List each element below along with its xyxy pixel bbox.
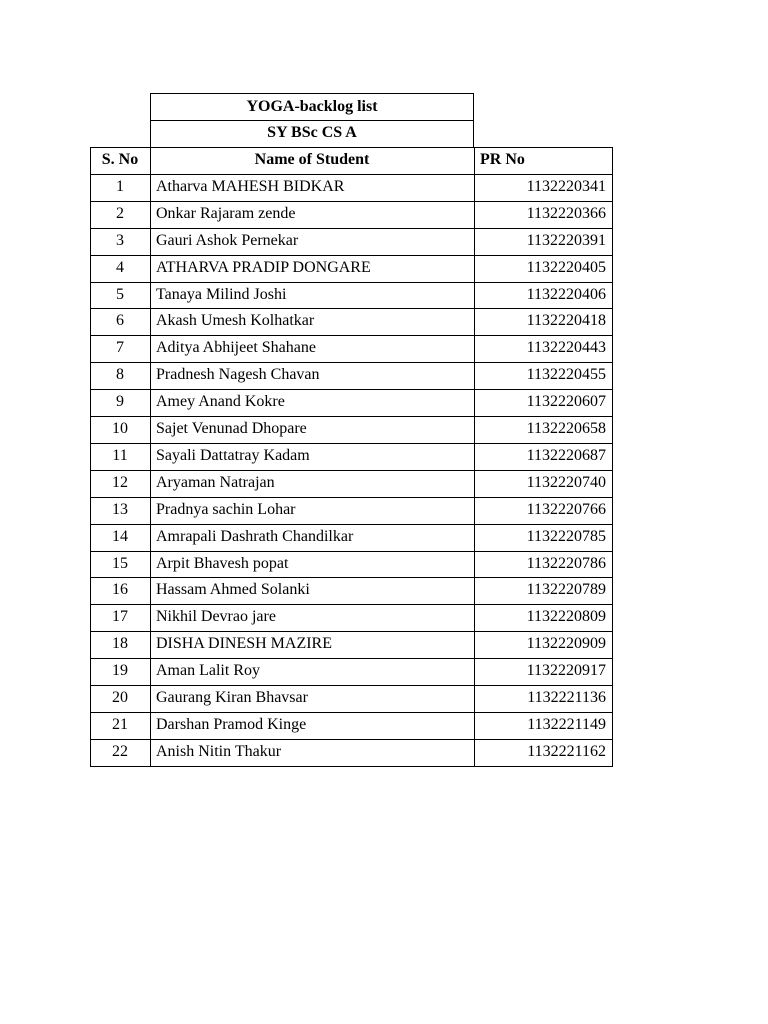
row-divider xyxy=(90,308,613,309)
row-divider xyxy=(90,577,613,578)
row-name: Aryaman Natrajan xyxy=(156,473,275,491)
column-divider xyxy=(90,147,91,767)
row-name: Hassam Ahmed Solanki xyxy=(156,581,310,599)
row-prno: 1132220418 xyxy=(526,312,606,330)
header-prno: PR No xyxy=(480,151,525,168)
row-sno: 14 xyxy=(112,527,128,545)
row-name: Amey Anand Kokre xyxy=(156,393,285,411)
row-prno: 1132220917 xyxy=(526,662,606,680)
row-divider xyxy=(90,335,613,336)
row-name: Aman Lalit Roy xyxy=(156,662,260,680)
row-divider xyxy=(90,524,613,525)
row-sno: 20 xyxy=(112,689,128,706)
row-divider xyxy=(90,470,613,471)
row-divider xyxy=(90,551,613,552)
row-sno: 16 xyxy=(112,581,128,599)
row-sno: 3 xyxy=(116,231,124,249)
row-prno: 1132220909 xyxy=(526,635,606,653)
row-sno: 5 xyxy=(116,285,124,303)
row-sno: 15 xyxy=(112,554,128,572)
row-name: Sajet Venunad Dhopare xyxy=(156,420,307,437)
class-subtitle: SY BSc CS A xyxy=(150,120,474,148)
row-prno: 1132221149 xyxy=(527,715,606,733)
row-name: Sayali Dattatray Kadam xyxy=(156,446,310,464)
header-name: Name of Student xyxy=(254,151,370,168)
row-prno: 1132220455 xyxy=(526,366,606,384)
row-name: Darshan Pramod Kinge xyxy=(156,715,307,733)
row-sno: 2 xyxy=(116,204,124,222)
row-divider xyxy=(90,658,613,659)
row-divider xyxy=(90,497,613,498)
row-sno: 6 xyxy=(116,312,124,330)
row-name: Aditya Abhijeet Shahane xyxy=(156,339,316,357)
row-name: Akash Umesh Kolhatkar xyxy=(156,312,315,330)
row-sno: 10 xyxy=(112,420,128,437)
row-divider xyxy=(90,282,613,283)
row-sno: 7 xyxy=(116,339,124,357)
row-name: Nikhil Devrao jare xyxy=(156,608,276,626)
row-divider xyxy=(90,255,613,256)
row-prno: 1132220366 xyxy=(526,204,606,222)
row-sno: 11 xyxy=(112,446,128,464)
row-name: Tanaya Milind Joshi xyxy=(156,285,287,303)
row-name: DISHA DINESH MAZIRE xyxy=(156,635,332,653)
row-sno: 12 xyxy=(112,473,128,491)
row-divider xyxy=(90,228,613,229)
row-divider xyxy=(90,389,613,390)
row-divider xyxy=(90,147,613,148)
row-prno: 1132220391 xyxy=(526,231,606,249)
row-prno: 1132220740 xyxy=(526,473,606,491)
row-name: Gaurang Kiran Bhavsar xyxy=(156,689,308,706)
row-divider xyxy=(90,201,613,202)
row-prno: 1132220785 xyxy=(526,527,606,545)
row-name: Amrapali Dashrath Chandilkar xyxy=(156,527,354,545)
row-name: Pradnesh Nagesh Chavan xyxy=(156,366,320,384)
row-prno: 1132221162 xyxy=(527,742,606,760)
row-name: Arpit Bhavesh popat xyxy=(156,554,289,572)
row-divider xyxy=(90,766,613,767)
row-prno: 1132220766 xyxy=(526,500,606,518)
row-sno: 9 xyxy=(116,393,124,411)
row-prno: 1132220341 xyxy=(526,177,606,195)
row-sno: 4 xyxy=(116,258,124,276)
column-divider xyxy=(150,147,151,767)
row-sno: 1 xyxy=(116,177,124,195)
row-sno: 8 xyxy=(116,366,124,384)
row-prno: 1132220786 xyxy=(526,554,606,572)
row-name: Pradnya sachin Lohar xyxy=(156,500,296,518)
row-prno: 1132220687 xyxy=(526,446,606,464)
row-prno: 1132220809 xyxy=(526,608,606,626)
row-sno: 13 xyxy=(112,500,128,518)
row-divider xyxy=(90,712,613,713)
row-name: Atharva MAHESH BIDKAR xyxy=(156,177,345,195)
row-prno: 1132220405 xyxy=(526,258,606,276)
row-prno: 1132220406 xyxy=(526,285,606,303)
row-name: ATHARVA PRADIP DONGARE xyxy=(156,258,371,276)
row-name: Anish Nitin Thakur xyxy=(156,742,282,760)
row-name: Gauri Ashok Pernekar xyxy=(156,231,299,249)
row-divider xyxy=(90,362,613,363)
header-sno: S. No xyxy=(101,151,139,168)
column-divider xyxy=(612,147,613,767)
row-sno: 18 xyxy=(112,635,128,653)
row-divider xyxy=(90,604,613,605)
row-prno: 1132220607 xyxy=(526,393,606,411)
row-sno: 17 xyxy=(112,608,128,626)
row-divider xyxy=(90,416,613,417)
row-prno: 1132220443 xyxy=(526,339,606,357)
column-divider xyxy=(474,147,475,767)
row-prno: 1132220789 xyxy=(526,581,606,599)
row-prno: 1132220658 xyxy=(526,420,606,437)
row-divider xyxy=(90,174,613,175)
row-divider xyxy=(90,631,613,632)
row-sno: 22 xyxy=(112,742,128,760)
row-divider xyxy=(90,443,613,444)
list-title: YOGA-backlog list xyxy=(150,93,474,121)
row-name: Onkar Rajaram zende xyxy=(156,204,296,222)
row-divider xyxy=(90,739,613,740)
row-sno: 21 xyxy=(112,715,128,733)
row-sno: 19 xyxy=(112,662,128,680)
row-prno: 1132221136 xyxy=(527,689,606,706)
row-divider xyxy=(90,685,613,686)
